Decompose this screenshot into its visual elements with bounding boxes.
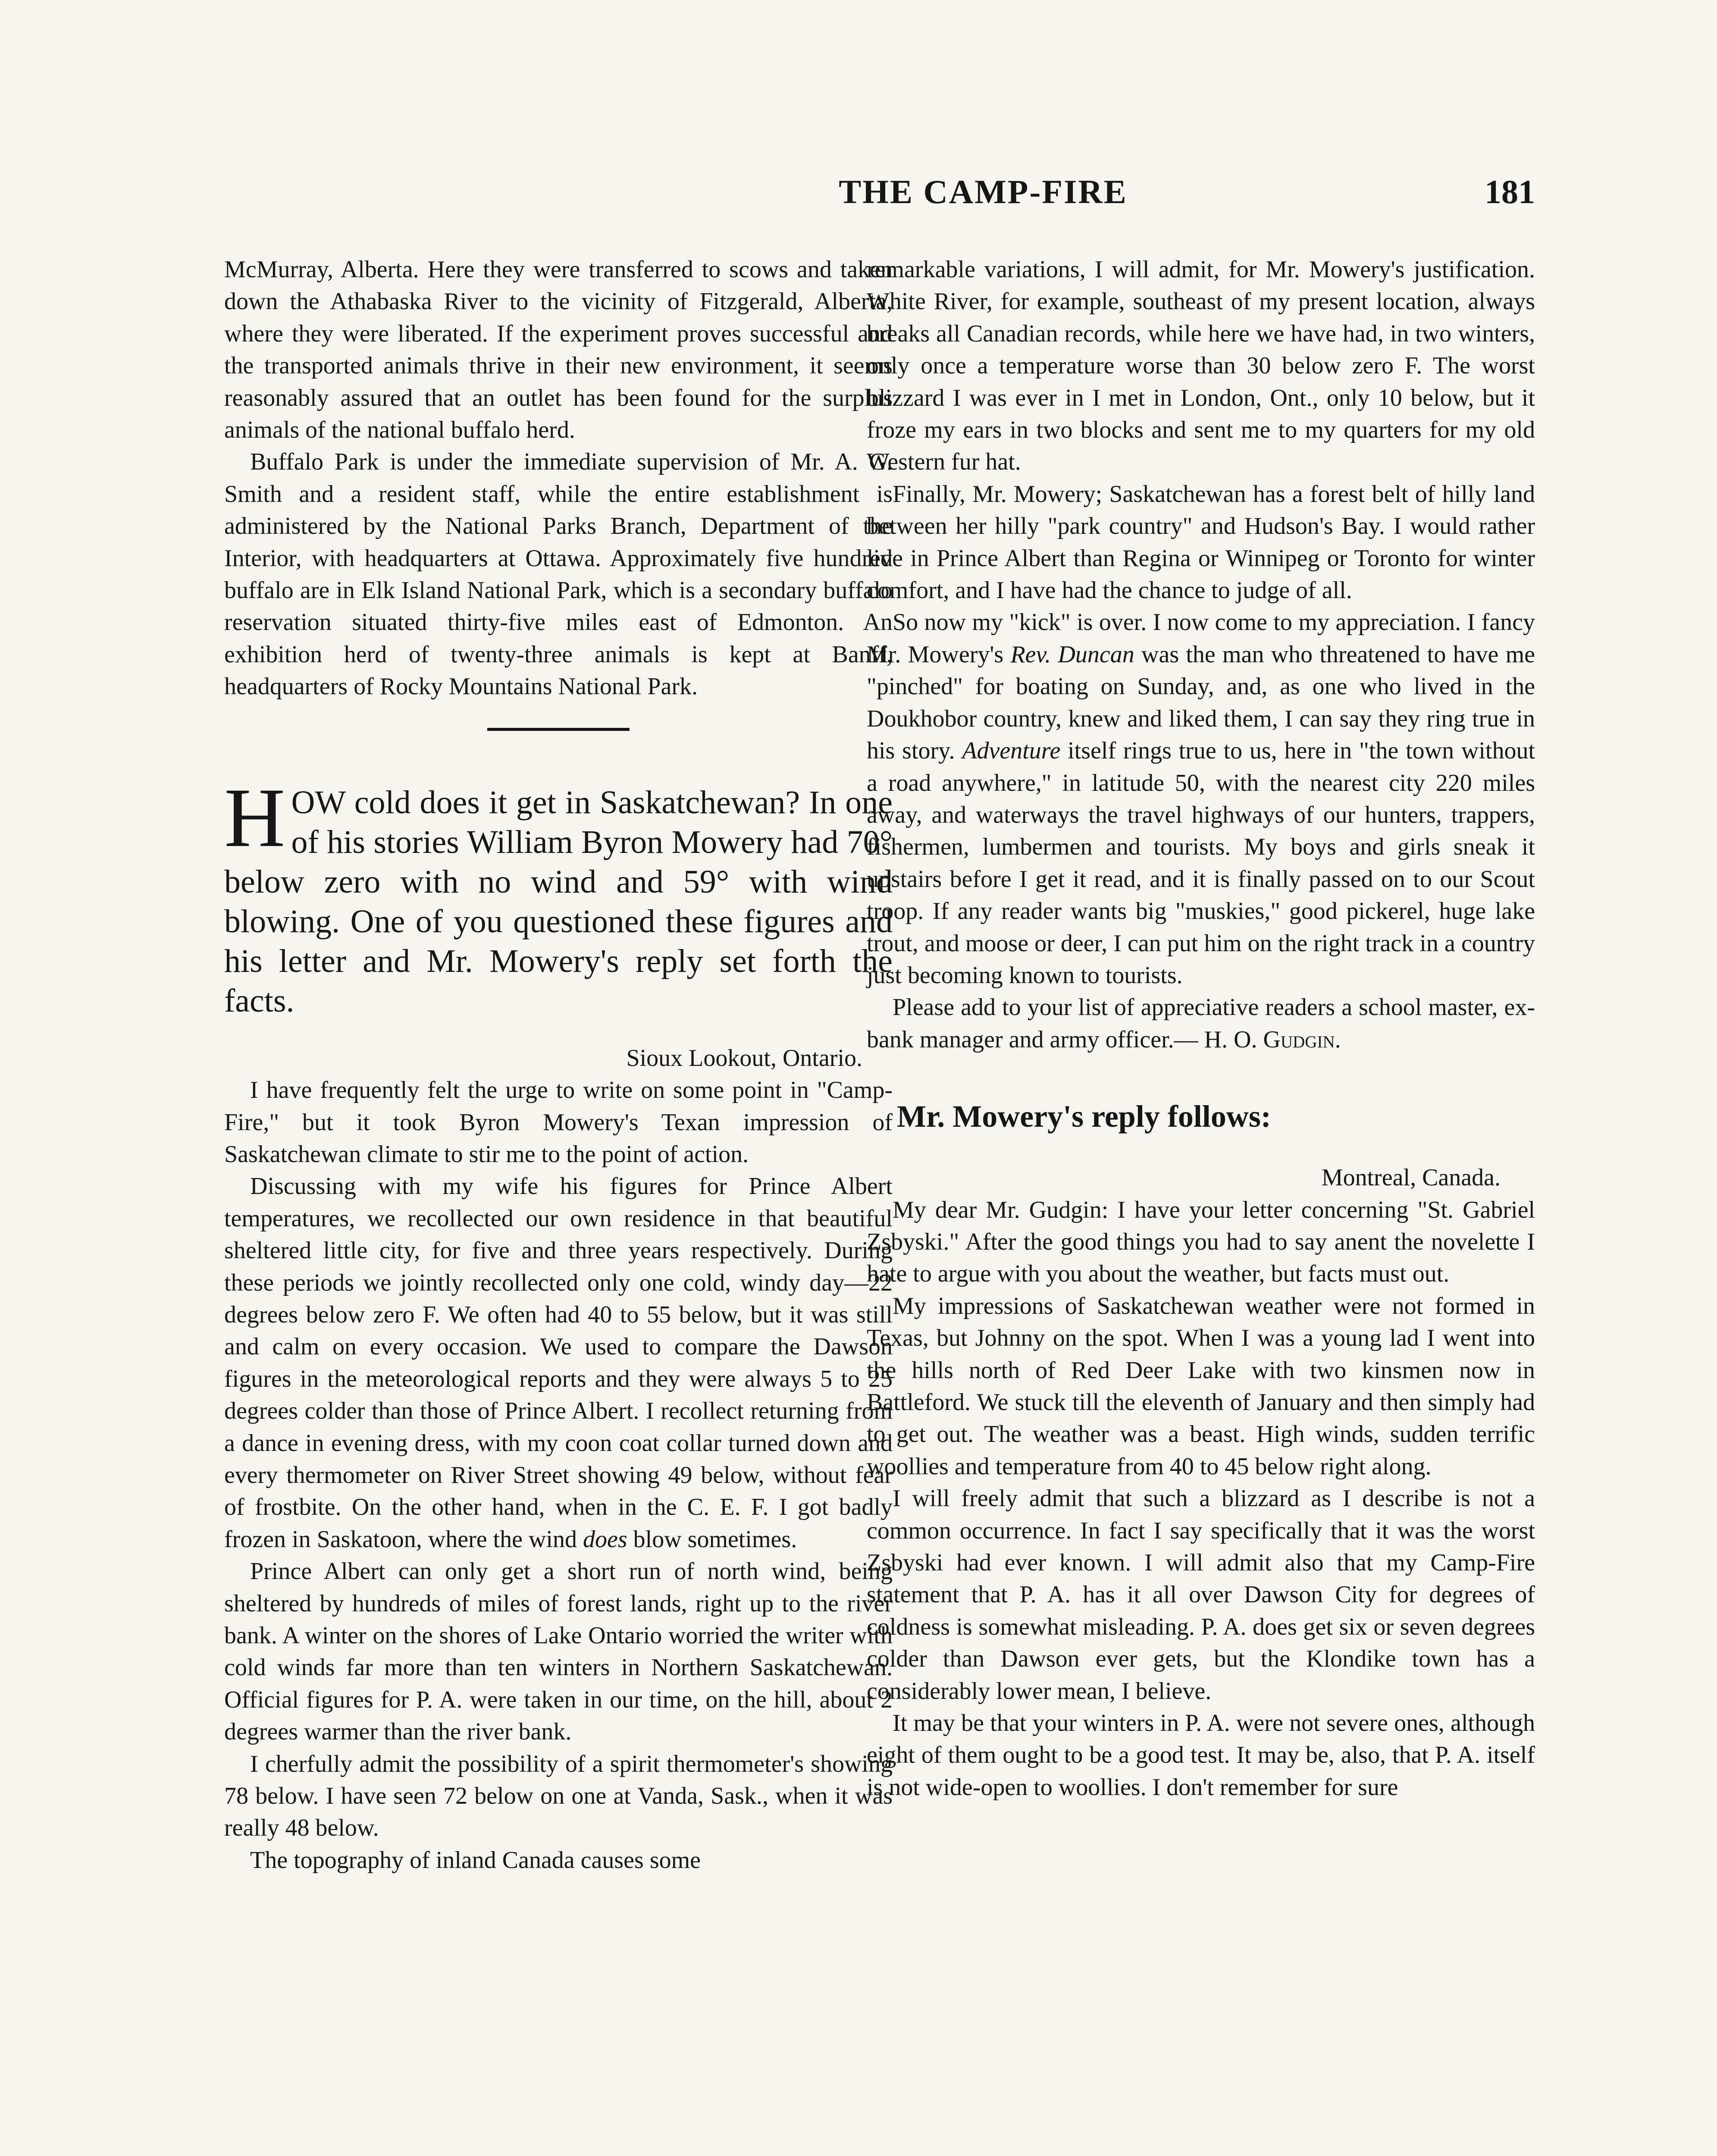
section-divider <box>487 728 630 731</box>
emphasis: does <box>583 1526 627 1553</box>
paragraph: Finally, Mr. Mowery; Saskatchewan has a forest belt of hilly land between her hilly "park country" and Hudson's Bay. I would rather live in Prince Albert than Regina or Winnipeg or Toronto for winter comfort, and I have had the chance to judge of all. <box>867 480 1535 604</box>
paragraph: I will freely admit that such a blizzard as I describe is not a common occurrence. In fact I say specifically that it was the worst Zsbyski had ever known. I will admit also that my Camp-Fire statement that P. A. has it all over Dawson City for degrees of coldness is somewhat misleading. P. A. does get six or seven degrees colder than Dawson ever gets, but the Klondike town has a considerably lower mean, I believe. <box>867 1485 1535 1705</box>
text-run: Discussing with my wife his figures for Prince Albert temperatures, we recollected our own residence in that beautiful sheltered little city, for five and three years respectively. During these periods we jointly recollected only one cold, windy day—22 degrees below zero F. We often had 40 to 55 below, but it was still and calm on every occasion. We used to compare the Dawson figures in the meteorological reports and they were always 5 to 25 degrees colder than those of Prince Albert. I recollect returning from a dance in evening dress, with my coon coat collar turned down and every thermometer on River Street showing 49 below, without fear of frostbite. On the other hand, when in the C. E. F. I got badly frozen in Saskatoon, where the wind <box>224 1173 893 1553</box>
page-number: 181 <box>1485 173 1535 210</box>
right-column <box>867 254 1535 1803</box>
paragraph <box>867 991 1535 1056</box>
letter-dateline: Montreal, Canada. <box>1321 1164 1501 1191</box>
left-column <box>224 254 893 1876</box>
section-subheading: Mr. Mowery's reply follows: <box>897 1099 1271 1134</box>
paragraph: My impressions of Saskatchewan weather were not formed in Texas, but Johnny on the spot. When I was a young lad I went into the hills north of Red Deer Lake with two kinsmen now in Battleford. We stuck till the eleventh of January and then simply had to get out. The weather was a beast. High winds, sudden terrific woollies and temperature from 40 to 45 below right along. <box>867 1292 1535 1480</box>
paragraph: Prince Albert can only get a short run of north wind, being sheltered by hundreds of miles of forest lands, right up to the river bank. A winter on the shores of Lake Ontario worried the writer with cold winds far more than ten winters in Northern Saskatchewan. Official figures for P. A. were taken in our time, on the hill, about 2 degrees warmer than the river bank. <box>224 1558 893 1745</box>
paragraph: McMurray, Alberta. Here they were transferred to scows and taken down the Athabaska River to the vicinity of Fitzgerald, Alberta, where they were liberated. If the experiment proves successful and the transported animals thrive in their new environment, it seems reasonably assured that an outlet has been found for the surplus animals of the national buffalo herd. <box>224 256 893 444</box>
paragraph: Buffalo Park is under the immediate supervision of Mr. A. G. Smith and a resident staff, while the entire establishment is administered by the National Parks Branch, Department of the Interior, with headquarters at Ottawa. Approximately five hundred buffalo are in Elk Island National Park, which is a secondary buffalo reservation situated thirty-five miles east of Edmonton. An exhibition herd of twenty-three animals is kept at Banff, headquarters of Rocky Mountains National Park. <box>224 448 893 700</box>
magazine-section-title: THE CAMP-FIRE <box>839 173 1128 210</box>
emphasis: Rev. Duncan <box>1010 641 1134 668</box>
paragraph <box>867 606 1535 991</box>
paragraph: It may be that your winters in P. A. were not severe ones, although eight of them ought to be a good test. It may be, also, that P. A. itself is not wide-open to woollies. I don't remember for sure <box>867 1710 1535 1801</box>
lead-text: OW cold does it get in Saskatchewan? In one of his stories William Byron Mowery had 70° below zero with no wind and 59° with wind blowing. One of you questioned these figures and his letter and Mr. Mowery's reply set forth the facts. <box>224 784 893 1019</box>
paragraph <box>224 1170 893 1555</box>
paragraph: I have frequently felt the urge to write on some point in "Camp-Fire," but it took Byron Mowery's Texan impression of Saskatchewan climate to stir me to the point of action. <box>224 1077 893 1168</box>
text-run: itself rings true to us, here in "the town without a road anywhere," in latitude 50, with the nearest city 220 miles away, and waterways the travel highways of our hunters, trappers, fishermen, lumbermen and tourists. My boys and girls sneak it upstairs before I get it read, and it is finally passed on to our Scout troop. If any reader wants big "muskies," good pickerel, huge lake trout, and moose or deer, I can put him on the right track in a country just becoming known to tourists. <box>867 737 1535 989</box>
text-run: So now my "kick" is over. I now come to my appreciation. I fancy Mr. Mowery's <box>867 609 1535 668</box>
text-run: Please add to your list of appreciative readers a school master, ex-bank manager and army officer.— <box>867 994 1535 1053</box>
emphasis: Adventure <box>962 737 1061 765</box>
article-lead <box>224 771 893 1021</box>
text-run: was the man who threatened to have me "pinched" for boating on Sunday, and, as one who lived in the Doukhobor country, knew and liked them, I can say they ring true in his story. <box>867 641 1535 765</box>
letter-dateline: Sioux Lookout, Ontario. <box>626 1044 862 1072</box>
drop-cap: H <box>224 771 285 865</box>
paragraph: My dear Mr. Gudgin: I have your letter concerning "St. Gabriel Zsbyski." After the good things you had to say anent the novelette I hate to argue with you about the weather, but facts must out. <box>867 1196 1535 1288</box>
paragraph: I cherfully admit the possibility of a spirit thermometer's showing 78 below. I have seen 72 below on one at Vanda, Sask., when it was really 48 below. <box>224 1750 893 1842</box>
paragraph: The topography of inland Canada causes some <box>250 1846 701 1874</box>
text-run: blow sometimes. <box>627 1526 797 1553</box>
page-header <box>431 172 1535 233</box>
paragraph: remarkable variations, I will admit, for Mr. Mowery's justification. White River, for example, southeast of my present location, always breaks all Canadian records, while here we have had, in two winters, only once a temperature worse than 30 below zero F. The worst blizzard I was ever in I met in London, Ont., only 10 below, but it froze my ears in two blocks and sent me to my quarters for my old Western fur hat. <box>867 256 1535 476</box>
letter-signature: H. O. Gudgin. <box>1204 1026 1341 1053</box>
